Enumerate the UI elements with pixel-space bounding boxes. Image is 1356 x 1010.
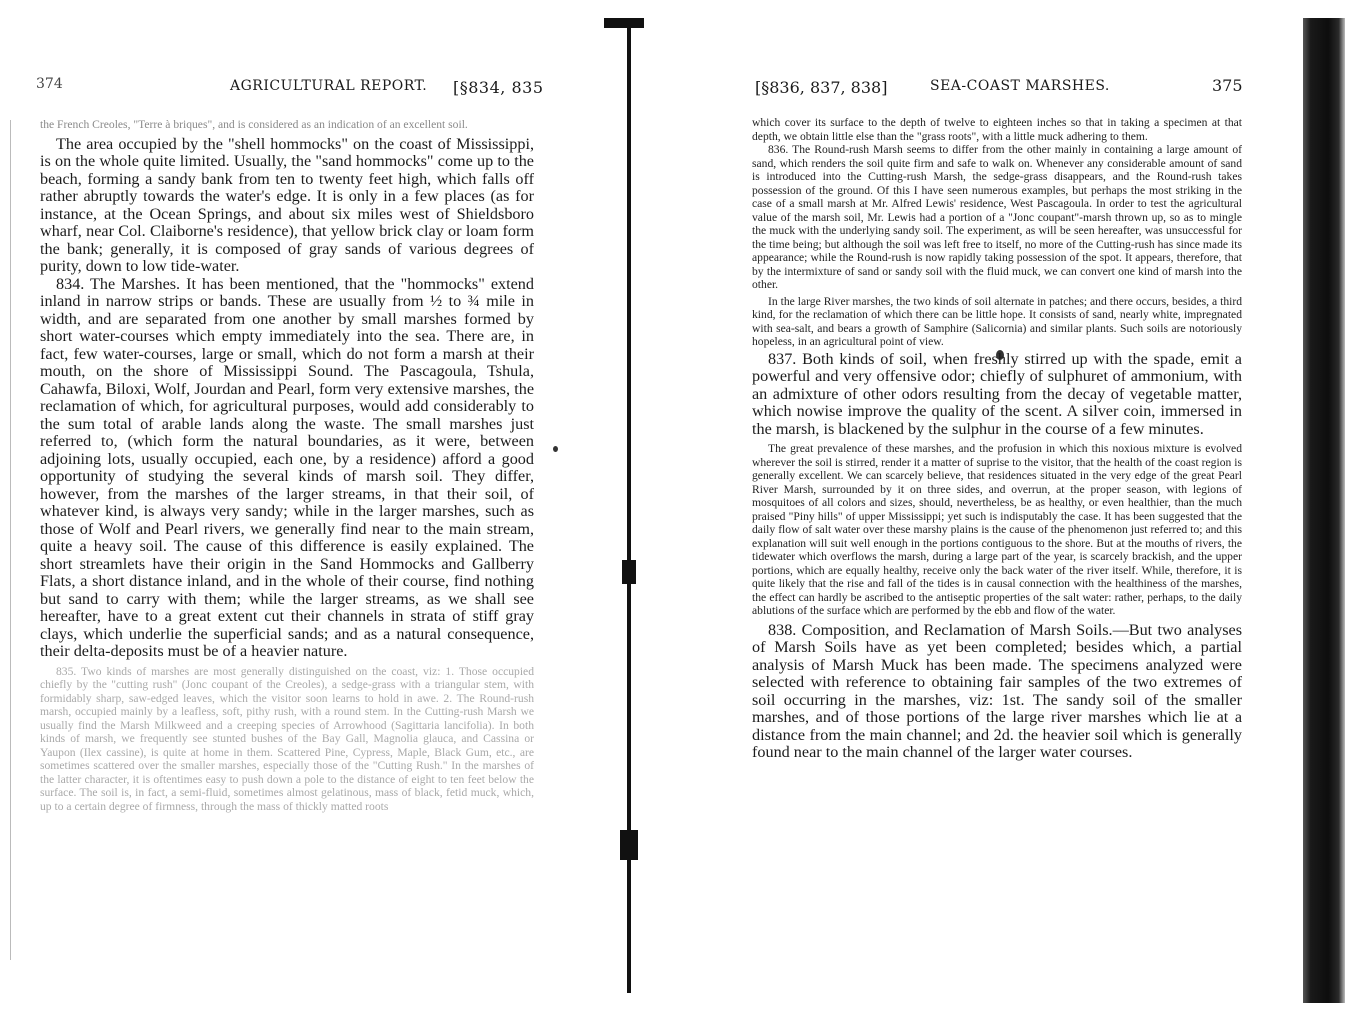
page-number: 374: [36, 76, 63, 92]
paragraph: The great prevalence of these marshes, and the profusion in which this noxious mixture is evolved wherever the soil is stirred, render it a matter of suprise to the visitor, that the health of the coast region is generally excellent. We can scarcely believe, that residences situated in the very edge of the great Pearl River Marsh, surrounded by it on three sides, and overrun, at the proper season, with legions of mosquitoes of all colors and sizes, should, nevertheless, be as healthy, or even healthier, than the much praised "Piny hills" of upper Mississippi; yet such is indisputably the case. It has been suggested that the daily flow of salt water over these marshy plains is the cause of the phenomenon just referred to; and this explanation will suit well enough in the portions contiguous to the shore. But at the mouths of rivers, the tidewater which overflows the marsh, during a large part of the year, is scarcely brackish, and the upper portions, which are equally healthy, receive only the back water of the river itself. While, therefore, it is quite likely that the rise and fall of the tides is in causal connection with the healthiness of the marshes, the effect can hardly be ascribed to the antiseptic properties of the salt water: rather, perhaps, to the daily ablutions of the surface which are performed by the ebb and flow of the water.: [752, 442, 1242, 617]
right-page: [640, 0, 1356, 1010]
paragraph: In the large River marshes, the two kinds of soil alternate in patches; and there occurs, besides, a third kind, for the reclamation of which there can be little hope. It consists of sand, nearly white, impregnated with sea-salt, and bears a growth of Samphire (Salicornia) and similar plants. Such soils are notoriously hopeless, in an agricultural point of view.: [752, 294, 1242, 348]
paragraph: 835. Two kinds of marshes are most generally distinguished on the coast, viz: 1. Those occupied chiefly by the "cutting rush" (Jonc coupant of the Creoles), a sedge-grass with a triangular stem, with formidably sharp, saw-edged leaves, which the visitor soon learns to hold in awe. 2. The Round-rush marsh, occupied mainly by a leafless, soft, pithy rush, with a round stem. In the Cutting-rush Marsh we usually find the Marsh Milkweed and a creeping species of Arrowhood (Sagittaria lancifolia). In both kinds of marsh, we frequently see stunted bushes of the Bay Gall, Magnolia glauca, and Cassina or Yaupon (Ilex cassine), is quite at home in them. Scattered Pine, Cypress, Maple, Black Gum, etc., are sometimes scattered over the smaller marshes, especially those of the "Cutting Rush." In the marshes of the latter character, it is oftentimes easy to push down a pole to the distance of eight to ten feet below the surface. The soil is, in fact, a semi-fluid, sometimes almost gelatinous, mass of black, fetid muck, which, up to a certain degree of firmness, through the mass of thickly matted roots: [40, 664, 534, 813]
running-head: AGRICULTURAL REPORT.: [230, 78, 428, 94]
right-text-column: [752, 116, 1242, 762]
section-numbers: [§834, 835: [453, 78, 544, 97]
paragraph: The area occupied by the "shell hommocks" on the coast of Mississippi, is on the whole quite limited. Usually, the "sand hommocks" come up to the beach, forming a sandy bank from ten to twenty feet high, which falls off rather abruptly towards the water's edge. It is only in a few places (as for instance, at the Ocean Springs, and about six miles west of Shieldsboro wharf, near Col. Claiborne's residence), that yellow brick clay or loam form the bank; generally, it is composed of gray sands of various degrees of purity, down to low tide-water.: [40, 134, 534, 275]
paragraph: which cover its surface to the depth of twelve to eighteen inches so that in taking a specimen at that depth, we obtain little else than the "grass roots", with a little muck adhering to them.: [752, 116, 1242, 143]
paragraph: 837. Both kinds of soil, when freshly stirred up with the spade, emit a powerful and very offensive odor; chiefly of sulphuret of ammonium, with an admixture of other odors resulting from the decay of vegetable matter, which nowise improve the quality of the scent. A silver coin, immersed in the marsh, is blackened by the sulphur in the course of a few minutes.: [752, 349, 1242, 438]
paragraph: the French Creoles, "Terre à briques", and is considered as an indication of an excellent soil.: [40, 118, 468, 131]
paragraph: 834. The Marshes. It has been mentioned, that the "hommocks" extend inland in narrow strips or bands. These are usually from ½ to ¾ mile in width, and are separated from one another by small marshes formed by short water-courses which empty immediately into the sea. There are, in fact, few water-courses, large or small, which do not form a marsh at their mouth, on the shore of Mississippi Sound. The Pascagoula, Tshula, Cahawfa, Biloxi, Wolf, Jourdan and Pearl, form very extensive marshes, the reclamation of which, for agricultural purposes, would add considerably to the sum total of arable lands along the waste. The small marshes just referred to, (which form the natural boundaries, as it were, between adjoining lots, usually occupied, each one, by a residence) afford a good opportunity of studying the several kinds of marsh soil. They differ, however, from the marshes of the larger streams, in that their soil, of whatever kind, is always very sandy; while in the larger marshes, such as those of Wolf and Pearl rivers, we generally find near to the main stream, quite a heavy soil. The cause of this difference is easily explained. The short streamlets have their origin in the Sand Hommocks and Gallberry Flats, a short distance inland, and in the whole of their course, find nothing but sand to carry with them; while the larger streams, as we shall see hereafter, have to a great extent cut their channels in strata of stiff gray clays, which underlie the superficial sands; and as a natural consequence, their delta-deposits must be of a heavier nature.: [40, 274, 534, 660]
left-page: [0, 0, 600, 1010]
paragraph: 838. Composition, and Reclamation of Marsh Soils.—But two analyses of Marsh Soils have as yet been completed; besides which, a partial analysis of Marsh Muck has been made. The specimens analyzed were selected with reference to obtaining fair samples of the two extremes of soil occurring in the marshes, viz: 1st. The sandy soil of the smaller marshes, and of those portions of the large river marshes which lie at a distance from the main channel; and 2d. the heavier soil which is generally found near to the main channel of the larger water courses.: [752, 620, 1242, 761]
gutter-smudge: [622, 560, 636, 584]
page-number: 375: [1212, 76, 1243, 95]
paragraph: 836. The Round-rush Marsh seems to differ from the other mainly in containing a large amount of sand, which renders the soil quite firm and safe to walk on. Whenever any considerable amount of sand is introduced into the Cutting-rush Marsh, the sedge-grass disappears, and the Round-rush takes possession of the ground. Of this I have seen numerous examples, but perhaps the most striking in the case of a small marsh at Mr. Alfred Lewis' residence, West Pascagoula. In order to test the agricultural value of the marsh soil, Mr. Lewis had a portion of a "Jonc coupant"-marsh thrown up, so as to mingle the muck with the underlying sandy soil. The experiment, as will be seen hereafter, was unsuccessful for the time being; but although the soil was left free to itself, no more of the Cutting-rush has since made its appearance; while the Round-rush is now rapidly taking possession of the spot. It appears, therefore, that by the intermixture of sand or sandy soil with the fluid muck, we can convert one kind of marsh into the other.: [752, 143, 1242, 291]
running-head: SEA-COAST MARSHES.: [930, 78, 1110, 94]
section-numbers: [§836, 837, 838]: [755, 78, 888, 97]
left-text-column: [40, 118, 534, 813]
gutter-smudge: [604, 18, 644, 28]
gutter-smudge: [620, 830, 638, 860]
